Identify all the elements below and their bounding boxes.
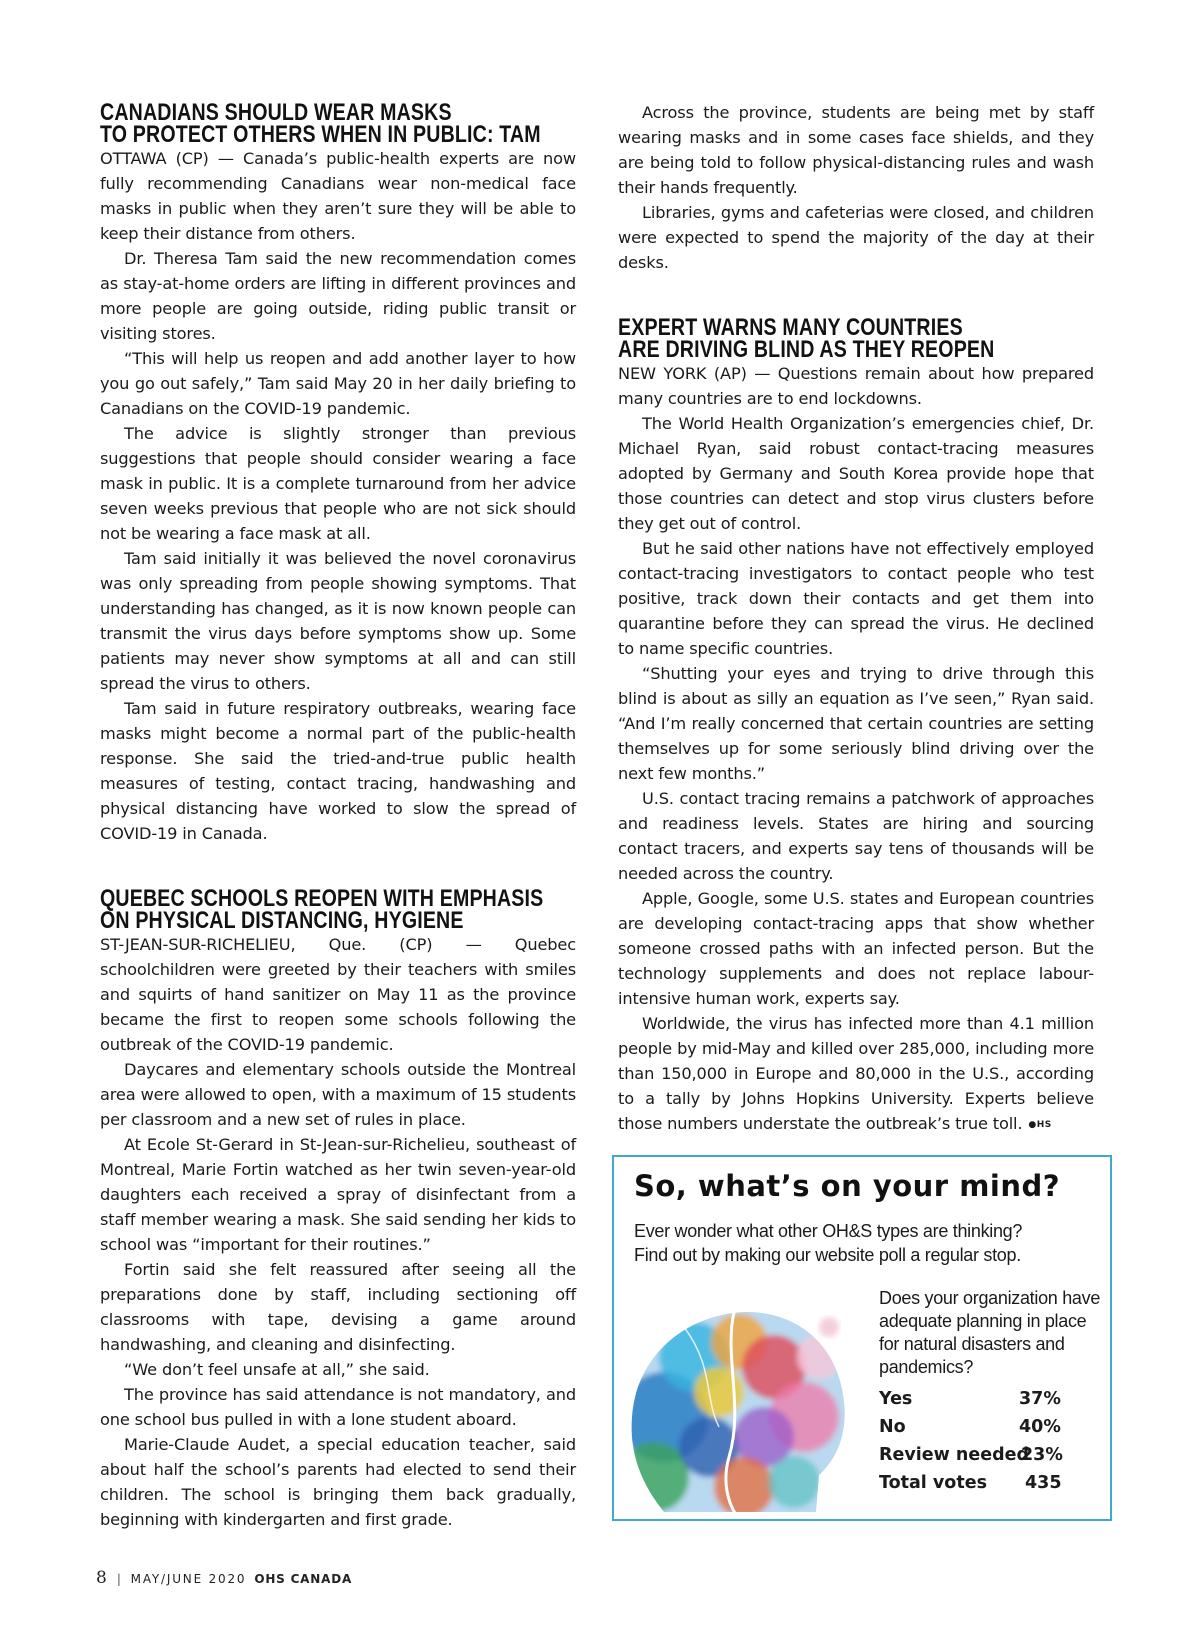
paragraph: At Ecole St-Gerard in St-Jean-sur-Richelieu, southeast of Montreal, Marie Fortin watched as her twin seven-year-old daughters each received a spray of disinfectant from a staff member wearing a mask. She said sending her kids to school was “important for their routines.”	[100, 1135, 576, 1254]
page-number: 8	[96, 1568, 107, 1588]
poll-result-review-needed: Review needed 23%	[879, 1445, 1063, 1465]
poll-title: So, what’s on your mind?	[634, 1169, 1061, 1203]
headline-masks: CANADIANS SHOULD WEAR MASKS TO PROTECT OTHERS WHEN IN PUBLIC: TAM	[100, 99, 541, 148]
left-column	[100, 100, 576, 1532]
paragraph: Fortin said she felt reassured after seeing all the preparations done by staff, including sectioning off classrooms with tape, devising a game around handwashing, and cleaning and disinfecting.	[100, 1260, 576, 1354]
paragraph: The World Health Organization’s emergencies chief, Dr. Michael Ryan, said robust contact-tracing measures adopted by Germany and South Korea provide hope that those countries can detect and stop virus clusters before they get out of control.	[618, 414, 1094, 533]
paragraph: Tam said initially it was believed the novel coronavirus was only spreading from people showing symptoms. That understanding has changed, as it is now known people can transmit the virus days before symptoms show up. Some patients may never show symptoms at all and can still spread the virus to others.	[100, 549, 576, 693]
paragraph: OTTAWA (CP) — Canada’s public-health experts are now fully recommending Canadians wear non-medical face masks in public when they aren’t sure they will be able to keep their distance from others.	[100, 149, 576, 243]
end-mark-logo: ●HS	[1028, 1120, 1052, 1130]
paragraph: ST-JEAN-SUR-RICHELIEU, Que. (CP) — Quebec schoolchildren were greeted by their teachers with smiles and squirts of hand sanitizer on May 11 as the province became the first to reopen some schools following the outbreak of the COVID-19 pandemic.	[100, 935, 576, 1054]
article-masks	[100, 100, 576, 846]
paragraph: “We don’t feel unsafe at all,” she said.	[124, 1360, 430, 1379]
paragraph: Apple, Google, some U.S. states and European countries are developing contact-tracing apps that show whether someone crossed paths with an infected person. But the technology supplements and does not replace labour-intensive human work, experts say.	[618, 889, 1094, 1008]
paragraph: The advice is slightly stronger than previous suggestions that people should consider wearing a face mask in public. It is a complete turnaround from her advice seven weeks previous that people who are not sick should not be wearing a face mask at all.	[100, 424, 576, 543]
page-footer	[96, 1568, 352, 1588]
paragraph: “Shutting your eyes and trying to drive through this blind is about as silly an equation as I’ve seen,” Ryan said. “And I’m really concerned that certain countries are setting themselves up for some seriously blind driving over the next few months.”	[618, 664, 1094, 783]
poll-intro: Ever wonder what other OH&S types are thinking? Find out by making our website poll a regular stop.	[634, 1221, 1023, 1265]
issue-date: MAY/JUNE 2020	[130, 1572, 247, 1586]
paragraph: Daycares and elementary schools outside the Montreal area were allowed to open, with a maximum of 15 students per classroom and a new set of rules in place.	[100, 1060, 576, 1129]
website-poll-box	[612, 1155, 1112, 1521]
paragraph: Across the province, students are being met by staff wearing masks and in some cases face shields, and they are being told to follow physical-distancing rules and wash their hands frequently.	[618, 103, 1094, 197]
paint-splash	[819, 1317, 839, 1337]
paragraph: Dr. Theresa Tam said the new recommendation comes as stay-at-home orders are lifting in different provinces and more people are going outside, riding public transit or visiting stores.	[100, 249, 576, 343]
paragraph: U.S. contact tracing remains a patchwork of approaches and readiness levels. States are hiring and sourcing contact tracers, and experts say tens of thousands will be needed across the country.	[618, 789, 1094, 883]
paragraph: “This will help us reopen and add another layer to how you go out safely,” Tam said May 20 in her daily briefing to Canadians on the COVID-19 pandemic.	[100, 349, 576, 418]
paragraph: Tam said in future respiratory outbreaks, wearing face masks might become a normal part of the public-health response. She said the tried-and-true public health measures of testing, contact tracing, handwashing and physical distancing have worked to slow the spread of COVID-19 in Canada.	[100, 699, 576, 843]
right-column	[618, 100, 1094, 1138]
article-spacer	[100, 846, 576, 886]
poll-question: Does your organization have adequate planning in place for natural disasters and pandemics?	[879, 1288, 1101, 1377]
article-driving-blind	[618, 315, 1094, 1138]
paragraph: But he said other nations have not effectively employed contact-tracing investigators to contact people who test positive, track down their contacts and get them into quarantine before they can spread the virus. He declined to name specific countries.	[618, 539, 1094, 658]
paragraph-final: Worldwide, the virus has infected more than 4.1 million people by mid-May and killed over 285,000, including more than 150,000 in Europe and 80,000 in the U.S., according to a tally by Johns Hopkins University. Experts believe those numbers understate the outbreak’s true toll. ●HS	[618, 1014, 1094, 1133]
article-quebec-schools-continued	[618, 100, 1094, 275]
article-spacer	[618, 275, 1094, 315]
paragraph: Libraries, gyms and cafeterias were closed, and children were expected to spend the majority of the day at their desks.	[618, 203, 1094, 272]
headline-quebec-schools: QUEBEC SCHOOLS REOPEN WITH EMPHASIS ON PHYSICAL DISTANCING, HYGIENE	[100, 885, 544, 934]
footer-divider: |	[116, 1572, 123, 1586]
article-quebec-schools	[100, 886, 576, 1532]
poll-result-no: No 40%	[879, 1417, 1061, 1437]
publication-name: OHS CANADA	[254, 1572, 353, 1586]
poll-result-yes: Yes 37%	[879, 1389, 1061, 1409]
poll-total-votes: Total votes 435	[879, 1473, 1062, 1493]
paragraph: NEW YORK (AP) — Questions remain about how prepared many countries are to end lockdowns.	[618, 364, 1094, 408]
paragraph: The province has said attendance is not mandatory, and one school bus pulled in with a lone student aboard.	[100, 1385, 576, 1429]
paragraph: Marie-Claude Audet, a special education teacher, said about half the school’s parents had elected to send their children. The school is bringing them back gradually, beginning with kindergarten and first grade.	[100, 1435, 576, 1529]
headline-driving-blind: EXPERT WARNS MANY COUNTRIES ARE DRIVING BLIND AS THEY REOPEN	[618, 314, 995, 363]
watercolor-head-illustration	[624, 1297, 869, 1517]
